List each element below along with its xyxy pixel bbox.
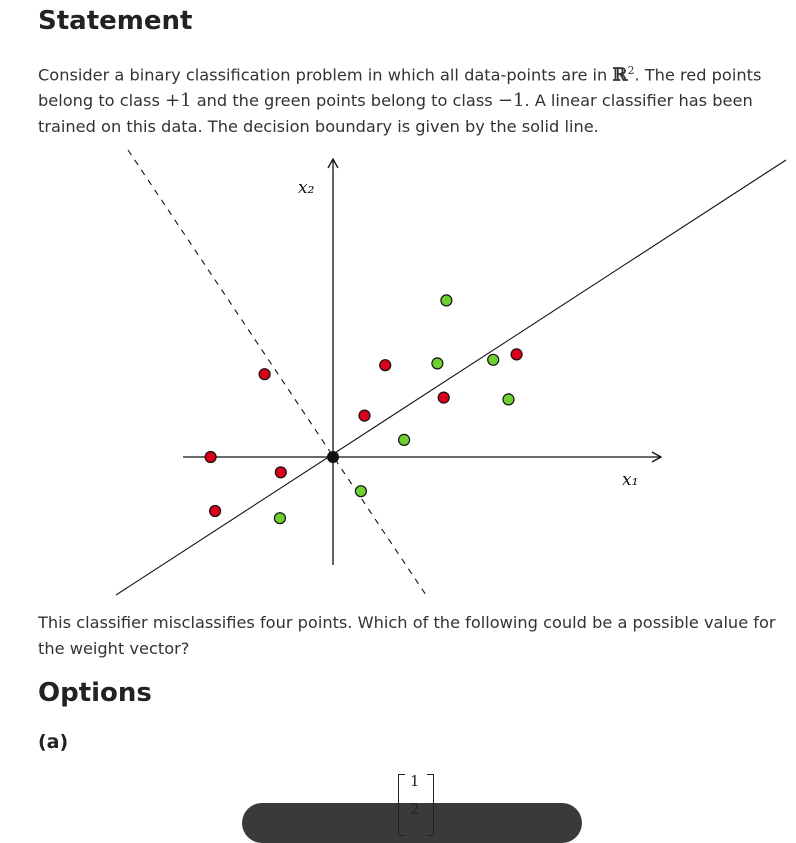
origin-point [327,451,339,463]
vector-entry-2: 2 [410,800,420,818]
red-point-1 [380,360,391,371]
statement-text-1: Consider a binary classification problem in which all data-points are in [38,65,613,85]
green-point-2 [432,358,443,369]
red-point-3 [359,410,370,421]
decision-boundary-line [116,160,786,595]
statement-text-4: . A linear classifier has been trained on this data. The decision boundary is given by the solid line. [38,91,753,137]
statement-text-3: and the green points belong to class [191,91,498,111]
weight-direction-dashed-line [128,150,428,598]
classification-figure [0,140,796,610]
matrix-right-bracket [427,774,434,836]
options-heading: Options [38,678,152,708]
question-text: This classifier misclassifies four points. Which of the following could be a possible value for the weight vector? [38,613,776,658]
green-point-3 [488,354,499,365]
green-point-1 [441,295,452,306]
real-numbers-symbol: ℝ [612,64,628,86]
class-minus-one: −1 [497,90,525,112]
x1-axis-label: x₁ [622,470,639,490]
red-point-8 [210,506,221,517]
dimension-superscript: 2 [627,64,635,77]
x2-axis-label: x₂ [298,178,315,198]
class-plus-one: +1 [165,90,192,112]
option-a-vector[interactable] [398,770,434,830]
vector-entry-1: 1 [410,772,420,790]
data-points [205,295,522,524]
green-point-7 [274,513,285,524]
red-point-4 [438,392,449,403]
red-point-5 [511,349,522,360]
green-point-6 [355,486,366,497]
green-point-4 [503,394,514,405]
matrix-left-bracket [398,774,405,836]
red-point-6 [205,452,216,463]
red-point-7 [275,467,286,478]
red-point-2 [259,369,270,380]
green-point-5 [399,434,410,445]
statement-heading: Statement [38,6,193,36]
statement-paragraph [38,58,783,140]
option-a-label: (a) [38,731,69,753]
statement-text-2: . The red points belong to class [38,65,762,111]
